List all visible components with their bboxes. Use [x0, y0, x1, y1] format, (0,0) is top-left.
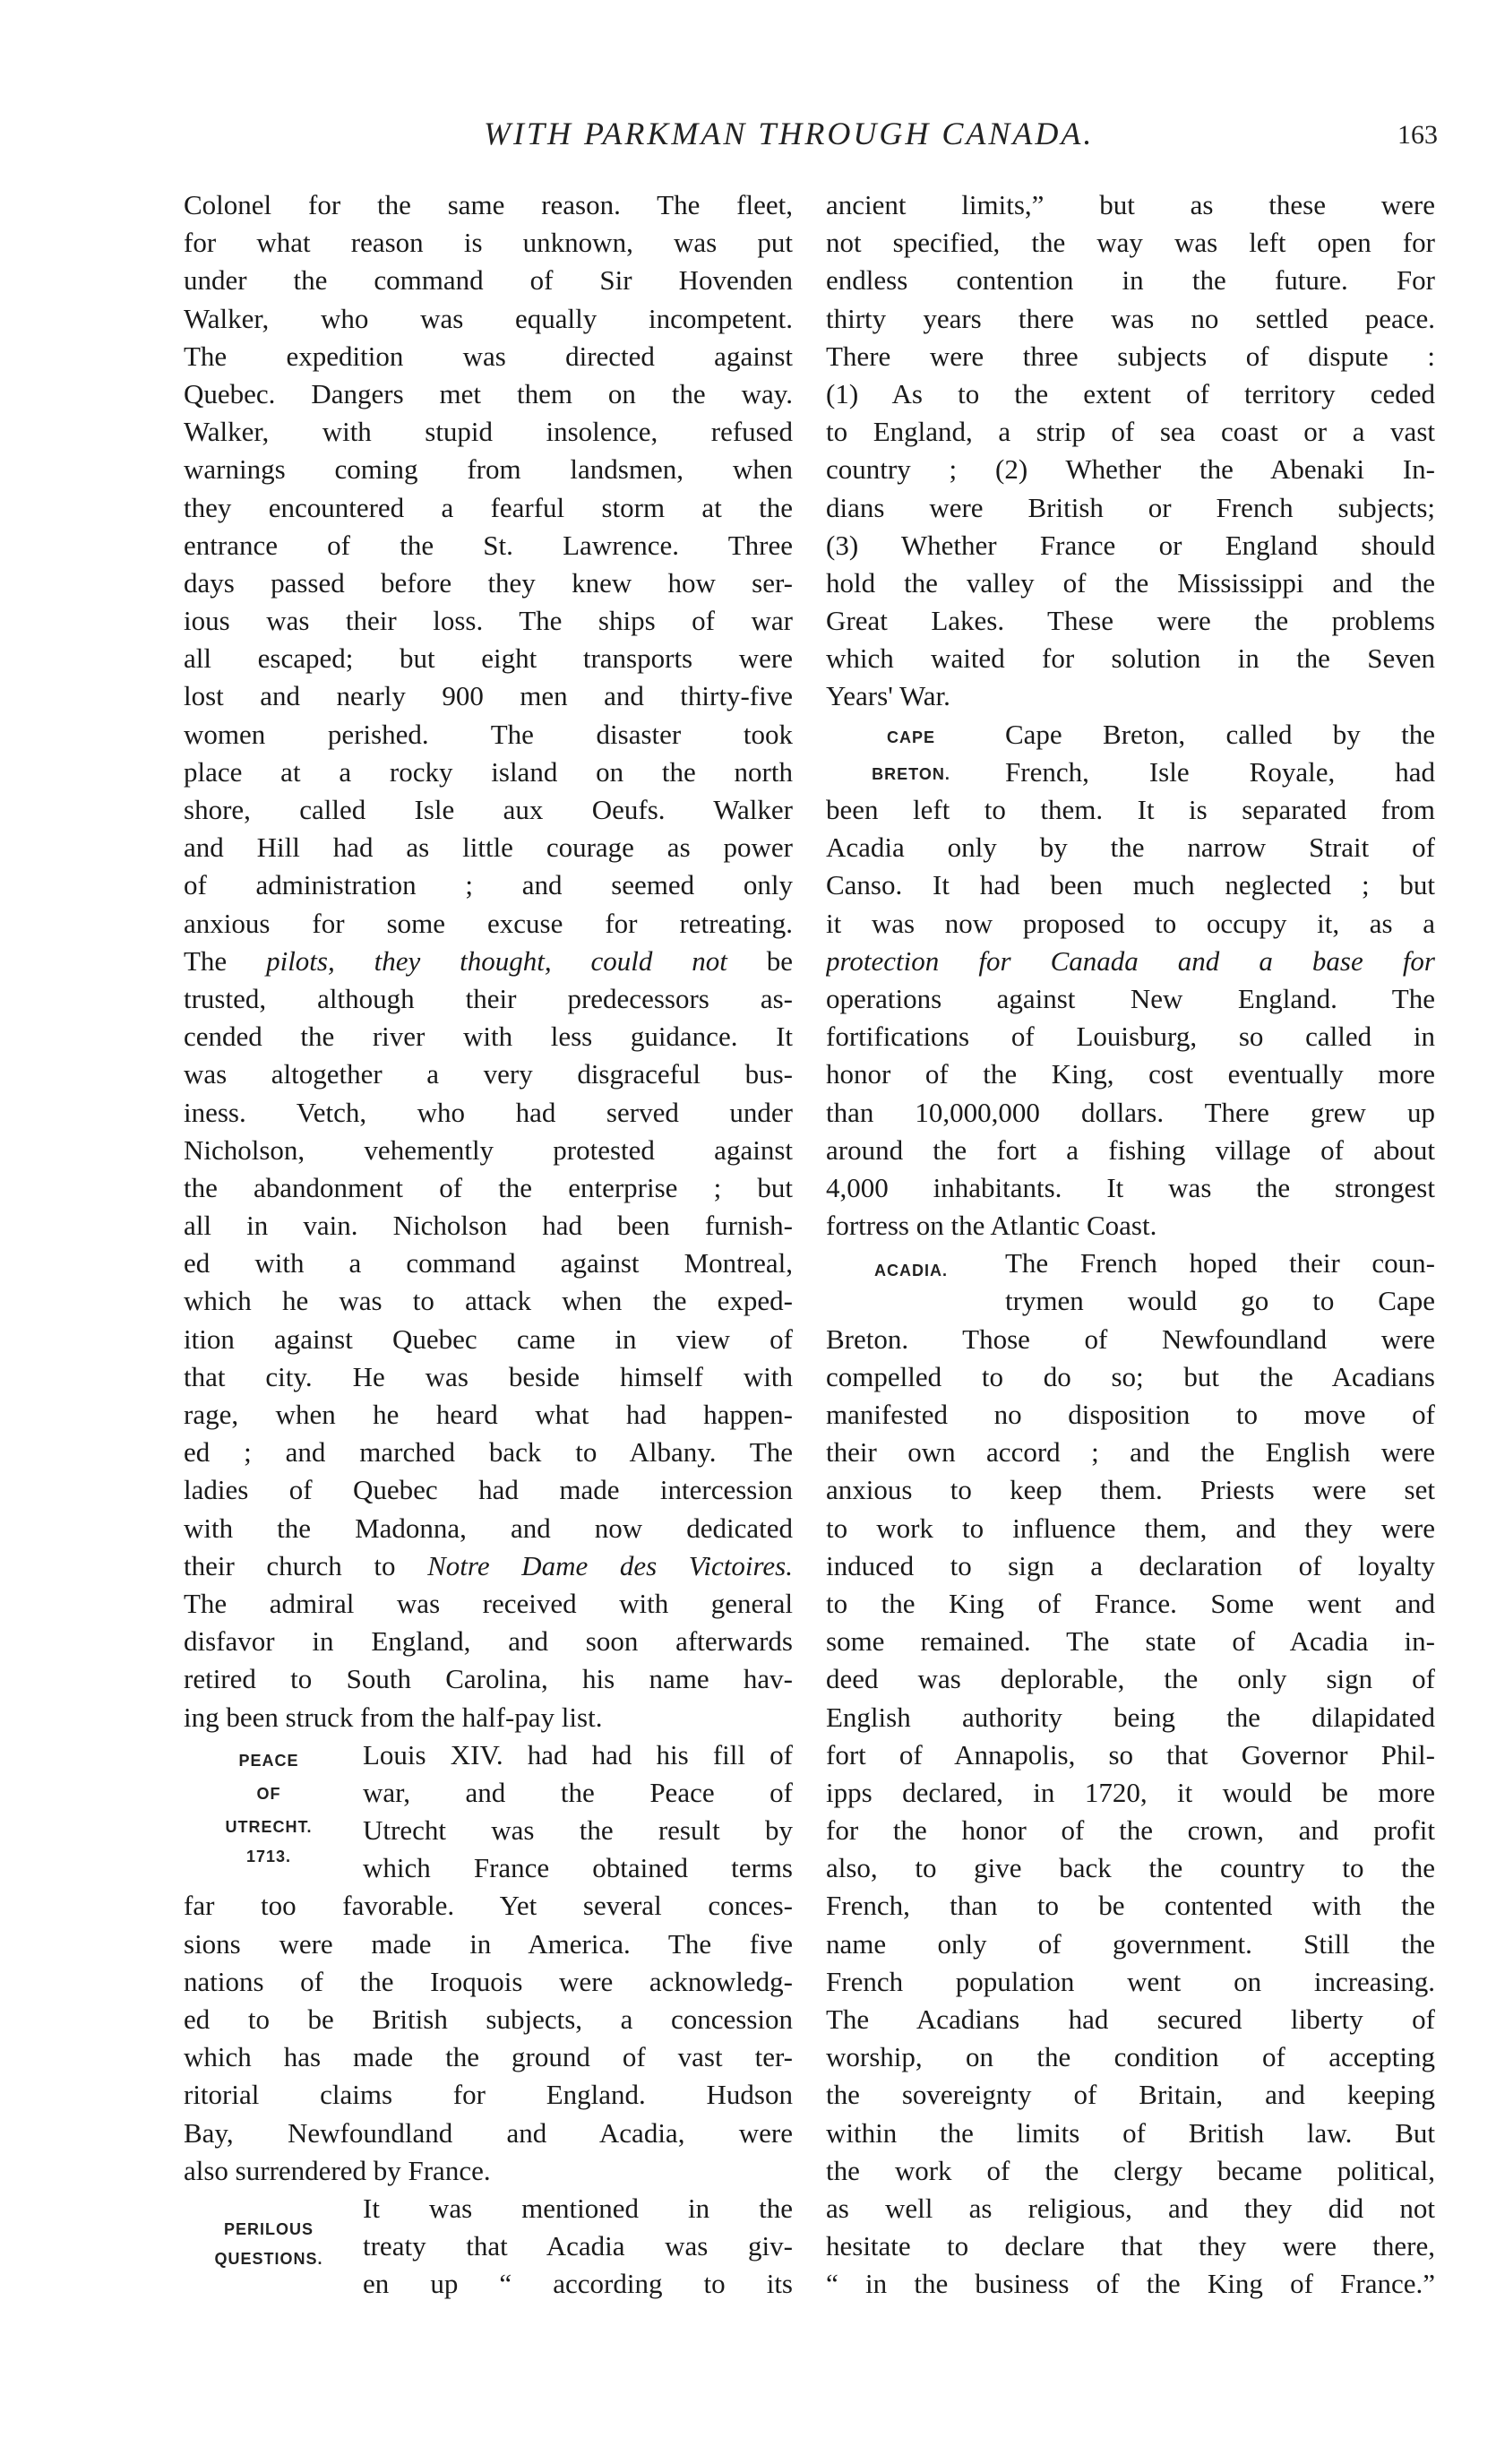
- text-line: endless contention in the future. For: [826, 264, 1435, 297]
- text-line: Quebec. Dangers met them on the way.: [184, 377, 793, 409]
- text-line: (1) As to the extent of territory ceded: [826, 377, 1435, 409]
- text-line: not specified, the way was left open for: [826, 227, 1435, 259]
- text-line: also, to give back the country to the: [826, 1852, 1435, 1884]
- text-line: The admiral was received with general: [184, 1587, 793, 1619]
- text-line: hold the valley of the Mississippi and the: [826, 566, 1435, 599]
- text-line: worship, on the condition of accepting: [826, 2041, 1435, 2073]
- text-line: Breton. Those of Newfoundland were: [826, 1322, 1435, 1355]
- text-line: place at a rocky island on the north: [184, 755, 793, 788]
- text-line: the abandonment of the enterprise ; but: [184, 1171, 793, 1203]
- text-line: which has made the ground of vast ter-: [184, 2041, 793, 2073]
- sidenote-line: CAPE: [886, 728, 935, 746]
- text-line: hesitate to declare that they were there,: [826, 2230, 1435, 2262]
- text-line: for what reason is unknown, was put: [184, 227, 793, 259]
- text-line: It was mentioned in the: [363, 2192, 793, 2224]
- text-line: which he was to attack when the exped-: [184, 1285, 793, 1317]
- text-line: with the Madonna, and now dedicated: [184, 1512, 793, 1544]
- text-line: Cape Breton, called by the: [1005, 718, 1435, 750]
- text-line: retired to South Carolina, his name hav-: [184, 1663, 793, 1695]
- text-line: There were three subjects of dispute :: [826, 340, 1435, 372]
- text-line: their own accord ; and the English were: [826, 1436, 1435, 1469]
- text-line: ladies of Quebec had made intercession: [184, 1474, 793, 1506]
- text-line: trusted, although their predecessors as-: [184, 982, 793, 1014]
- text-line: deed was deplorable, the only sign of: [826, 1663, 1435, 1695]
- text-line: than 10,000,000 dollars. There grew up: [826, 1096, 1435, 1128]
- text-line: Utrecht was the result by: [363, 1814, 793, 1847]
- text-line: sions were made in America. The five: [184, 1927, 793, 1960]
- text-line: en up “ according to its: [363, 2268, 793, 2300]
- text-line: Years' War.: [826, 680, 950, 712]
- text-line: treaty that Acadia was giv-: [363, 2230, 793, 2262]
- sidenote-acadia: [826, 1259, 996, 1283]
- sidenote-line: PERILOUS: [223, 2220, 314, 2238]
- text-line: trymen would go to Cape: [1005, 1285, 1435, 1317]
- text-line: shore, called Isle aux Oeufs. Walker: [184, 794, 793, 825]
- text-line: (3) Whether France or England should: [826, 529, 1435, 561]
- text-line: “ in the business of the King of France.”: [826, 2268, 1435, 2300]
- sidenote-line: OF: [256, 1785, 281, 1803]
- text-line: fortifications of Louisburg, so called in: [826, 1021, 1435, 1053]
- text-line: Walker, who was equally incompetent.: [184, 302, 793, 334]
- sidenote-line: BRETON.: [872, 765, 950, 783]
- text-line: name only of government. Still the: [826, 1927, 1435, 1960]
- text-line: which France obtained terms: [363, 1852, 793, 1884]
- text-line: thirty years there was no settled peace.: [826, 302, 1435, 334]
- text-line: been left to them. It is separated from: [826, 794, 1435, 825]
- text-line: ing been struck from the half-pay list.: [184, 1701, 603, 1733]
- text-line: lost and nearly 900 men and thirty-five: [184, 680, 793, 712]
- text-line: ed with a command against Montreal,: [184, 1247, 793, 1279]
- text-line: ed ; and marched back to Albany. The: [184, 1436, 793, 1469]
- text-line: for the honor of the crown, and profit: [826, 1814, 1435, 1847]
- text-line: and Hill had as little courage as power: [184, 831, 793, 864]
- text-line: within the limits of British law. But: [826, 2116, 1435, 2149]
- sidenote-line: 1713.: [245, 1848, 292, 1865]
- text-line: ious was their loss. The ships of war: [184, 605, 793, 637]
- text-line: ipps declared, in 1720, it would be more: [826, 1776, 1435, 1808]
- text-line: induced to sign a declaration of loyalty: [826, 1549, 1435, 1581]
- right-column: [826, 186, 1435, 2304]
- text-line: Louis XIV. had had his fill of: [363, 1738, 793, 1770]
- text-line: French, than to be contented with the: [826, 1890, 1435, 1922]
- sidenote-perilous-questions: [184, 2218, 354, 2271]
- text-line: English authority being the dilapidated: [826, 1701, 1435, 1733]
- text-line: nations of the Iroquois were acknowledg-: [184, 1965, 793, 1997]
- text-line: warnings coming from landsmen, when: [184, 453, 793, 486]
- text-line: it was now proposed to occupy it, as a: [826, 907, 1435, 939]
- sidenote-peace-of-utrecht: [184, 1749, 354, 1869]
- text-line: ed to be British subjects, a concession: [184, 2003, 793, 2035]
- text-line: the sovereignty of Britain, and keeping: [826, 2079, 1435, 2111]
- text-line: The expedition was directed against: [184, 340, 793, 372]
- text-line: of administration ; and seemed only: [184, 869, 793, 901]
- text-line: the work of the clergy became political,: [826, 2154, 1435, 2186]
- text-line: women perished. The disaster took: [184, 718, 793, 750]
- text-line: ritorial claims for England. Hudson: [184, 2079, 793, 2111]
- text-line: that city. He was beside himself with: [184, 1360, 793, 1392]
- text-line: ition against Quebec came in view of: [184, 1322, 793, 1355]
- text-line: war, and the Peace of: [363, 1776, 793, 1808]
- text-line: Colonel for the same reason. The fleet,: [184, 189, 793, 220]
- text-line: operations against New England. The: [826, 982, 1435, 1014]
- running-head: [0, 115, 1496, 159]
- text-line: their church to Notre Dame des Victoires.: [184, 1549, 793, 1581]
- text-line: Walker, with stupid insolence, refused: [184, 416, 793, 448]
- sidenote-line: PEACE: [238, 1752, 299, 1770]
- text-line: entrance of the St. Lawrence. Three: [184, 529, 793, 561]
- text-line: protection for Canada and a base for: [826, 944, 1435, 977]
- text-line: far too favorable. Yet several conces-: [184, 1890, 793, 1922]
- text-line: French, Isle Royale, had: [1005, 755, 1435, 788]
- text-line: all in vain. Nicholson had been furnish-: [184, 1210, 793, 1242]
- text-line: fortress on the Atlantic Coast.: [826, 1210, 1157, 1242]
- text-line: anxious to keep them. Priests were set: [826, 1474, 1435, 1506]
- text-line: cended the river with less guidance. It: [184, 1021, 793, 1053]
- text-line: days passed before they knew how ser-: [184, 566, 793, 599]
- left-column: [184, 186, 793, 2304]
- text-line: Great Lakes. These were the problems: [826, 605, 1435, 637]
- text-line: Canso. It had been much neglected ; but: [826, 869, 1435, 901]
- text-line: dians were British or French subjects;: [826, 491, 1435, 523]
- text-line: disfavor in England, and soon afterwards: [184, 1625, 793, 1658]
- text-line: compelled to do so; but the Acadians: [826, 1360, 1435, 1392]
- sidenote-cape-breton: [826, 726, 996, 787]
- text-line: anxious for some excuse for retreating.: [184, 907, 793, 939]
- text-line: iness. Vetch, who had served under: [184, 1096, 793, 1128]
- text-line: was altogether a very disgraceful bus-: [184, 1058, 793, 1090]
- text-line: all escaped; but eight transports were: [184, 642, 793, 675]
- text-line: Bay, Newfoundland and Acadia, were: [184, 2116, 793, 2149]
- text-line: manifested no disposition to move of: [826, 1399, 1435, 1430]
- text-line: ancient limits,” but as these were: [826, 189, 1435, 220]
- text-line: to the King of France. Some went and: [826, 1587, 1435, 1619]
- text-line: to work to influence them, and they were: [826, 1512, 1435, 1544]
- text-line: Acadia only by the narrow Strait of: [826, 831, 1435, 864]
- sidenote-line: ACADIA.: [874, 1262, 948, 1279]
- text-line: as well as religious, and they did not: [826, 2192, 1435, 2224]
- text-line: to England, a strip of sea coast or a vast: [826, 416, 1435, 448]
- text-line: The pilots, they thought, could not be: [184, 944, 793, 977]
- text-line: Nicholson, vehemently protested against: [184, 1133, 793, 1166]
- text-line: 4,000 inhabitants. It was the strongest: [826, 1171, 1435, 1203]
- page-number: 163: [1397, 120, 1438, 150]
- text-line: rage, when he heard what had happen-: [184, 1399, 793, 1430]
- text-line: country ; (2) Whether the Abenaki In-: [826, 453, 1435, 486]
- text-line: which waited for solution in the Seven: [826, 642, 1435, 675]
- text-line: around the fort a fishing village of about: [826, 1133, 1435, 1166]
- text-line: French population went on increasing.: [826, 1965, 1435, 1997]
- text-line: fort of Annapolis, so that Governor Phil-: [826, 1738, 1435, 1770]
- text-line: they encountered a fearful storm at the: [184, 491, 793, 523]
- text-line: honor of the King, cost eventually more: [826, 1058, 1435, 1090]
- running-title: WITH PARKMAN THROUGH CANADA.: [484, 116, 1095, 151]
- sidenote-line: UTRECHT.: [225, 1818, 313, 1836]
- text-line: The French hoped their coun-: [1005, 1247, 1435, 1279]
- text-line: under the command of Sir Hovenden: [184, 264, 793, 297]
- text-line: also surrendered by France.: [184, 2154, 491, 2186]
- text-line: The Acadians had secured liberty of: [826, 2003, 1435, 2035]
- text-line: some remained. The state of Acadia in-: [826, 1625, 1435, 1658]
- sidenote-line: QUESTIONS.: [214, 2250, 323, 2268]
